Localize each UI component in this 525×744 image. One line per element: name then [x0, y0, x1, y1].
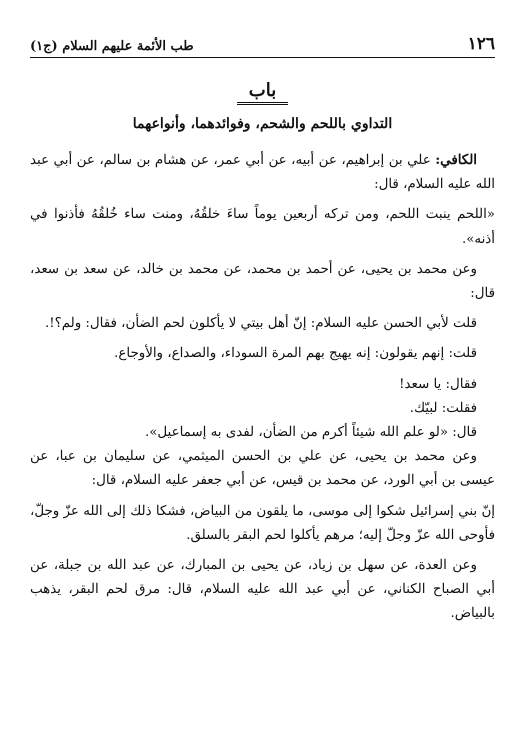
paragraph-text: قلت: إنهم يقولون: إنه يهيج بهم المرة السوداء، والصداع، والأوجاع.	[114, 346, 477, 362]
paragraph-text: وعن محمد بن يحيى، عن علي بن الحسن الميثمي، عن سليمان بن عبا، عن عيسى بن أبي الورد، عن محمد بن قيس، عن أبي جعفر عليه السلام، قال:	[30, 449, 495, 489]
paragraph	[30, 500, 495, 548]
paragraph	[30, 312, 495, 336]
paragraph	[30, 342, 495, 366]
paragraph-text: فقلت: لبيّك.	[409, 400, 477, 416]
source-label: الكافي:	[435, 152, 477, 168]
running-title: طب الأئمة عليهم السلام (ج١)	[30, 39, 194, 54]
bab-label: باب	[237, 80, 288, 105]
header-rule	[30, 57, 495, 58]
paragraph-text: وعن العدة، عن سهل بن زياد، عن يحيى بن المبارك، عن عبد الله بن جبلة، عن أبي الصباح الكناني، عن أبي عبد الله عليه السلام، قال: مرق لحم البقر، يذهب بالبياض.	[30, 558, 495, 622]
page-header	[30, 28, 495, 54]
paragraph-text: قال: «لو علم الله شيئاً أكرم من الضأن، لفدى به إسماعيل».	[144, 425, 477, 441]
body-text	[30, 148, 495, 633]
paragraph	[30, 148, 495, 197]
paragraph	[30, 258, 495, 306]
paragraph	[30, 421, 495, 445]
paragraph	[30, 445, 495, 493]
chapter-title: التداوي باللحم والشحم، وفوائدهما، وأنواعهما	[132, 116, 393, 132]
paragraph-text: فقال: يا سعد!	[399, 376, 477, 392]
paragraph	[30, 554, 495, 627]
paragraph-text: «اللحم ينبت اللحم، ومن تركه أربعين يوماً ساءَ خلقُهُ، ومنت ساء خُلقُهُ فأذنوا في أذنه».	[30, 207, 495, 247]
paragraph	[30, 397, 495, 421]
paragraph	[30, 203, 495, 251]
paragraph	[30, 373, 495, 397]
paragraph-text: قلت لأبي الحسن عليه السلام: إنّ أهل بيتي لا يأكلون لحم الضأن، فقال: ولم؟!.	[44, 316, 477, 332]
paragraph-text: علي بن إبراهيم، عن أبيه، عن أبي عمر، عن هشام بن سالم، عن أبي عبد الله عليه السلام، قال:	[30, 153, 495, 193]
paragraph-text: وعن محمد بن يحيى، عن أحمد بن محمد، عن محمد بن خالد، عن سعد بن سعد، قال:	[30, 261, 495, 302]
section-heading	[0, 80, 525, 105]
page-number: ١٢٦	[467, 34, 495, 54]
paragraph-text: إنّ بني إسرائيل شكوا إلى موسى، ما يلقون من البياض، فشكا ذلك إلى الله عزّ وجلّ، فأوحى الله عزّ وجلّ إليه؛ مرهم يأكلوا لحم البقر بالسلق.	[30, 503, 495, 543]
